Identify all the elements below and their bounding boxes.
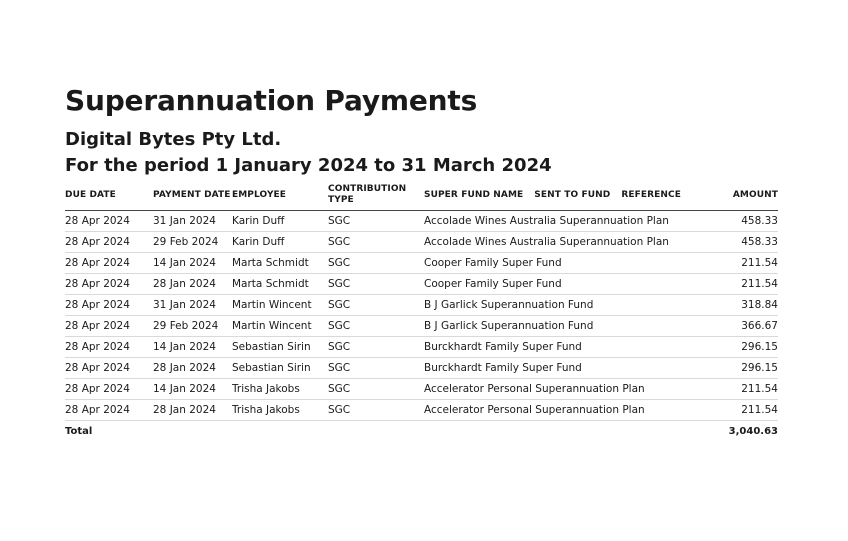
- col-amount: AMOUNT: [724, 182, 778, 211]
- cell-amount: 318.84: [724, 295, 778, 316]
- cell-employee: Marta Schmidt: [232, 274, 328, 295]
- cell-due-date: 28 Apr 2024: [65, 337, 153, 358]
- cell-amount: 211.54: [724, 400, 778, 421]
- cell-employee: Sebastian Sirin: [232, 358, 328, 379]
- cell-super-fund-name: Cooper Family Super Fund: [424, 253, 724, 274]
- cell-super-fund-name: Accelerator Personal Superannuation Plan: [424, 400, 724, 421]
- cell-contribution-type: SGC: [328, 400, 424, 421]
- cell-super-fund-name: Accolade Wines Australia Superannuation Plan: [424, 232, 724, 253]
- col-contribution-type-line2: TYPE: [328, 195, 354, 205]
- cell-employee: Sebastian Sirin: [232, 337, 328, 358]
- cell-payment-date: 31 Jan 2024: [153, 211, 232, 232]
- cell-contribution-type: SGC: [328, 295, 424, 316]
- report-period: For the period 1 January 2024 to 31 March 2024: [65, 155, 552, 176]
- table-row: [65, 400, 778, 421]
- table-row: [65, 211, 778, 232]
- cell-contribution-type: SGC: [328, 316, 424, 337]
- cell-employee: Karin Duff: [232, 232, 328, 253]
- col-employee: EMPLOYEE: [232, 182, 328, 211]
- cell-employee: Marta Schmidt: [232, 253, 328, 274]
- cell-super-fund-name: Accelerator Personal Superannuation Plan: [424, 379, 724, 400]
- col-payment-date: PAYMENT DATE: [153, 182, 232, 211]
- cell-due-date: 28 Apr 2024: [65, 379, 153, 400]
- cell-due-date: 28 Apr 2024: [65, 295, 153, 316]
- col-contribution-type: [328, 182, 424, 211]
- cell-contribution-type: SGC: [328, 274, 424, 295]
- cell-payment-date: 29 Feb 2024: [153, 316, 232, 337]
- cell-payment-date: 28 Jan 2024: [153, 358, 232, 379]
- table-row: [65, 253, 778, 274]
- report: [65, 84, 778, 441]
- cell-super-fund-name: Burckhardt Family Super Fund: [424, 358, 724, 379]
- table-row: [65, 295, 778, 316]
- table-header-row: [65, 182, 778, 211]
- cell-payment-date: 14 Jan 2024: [153, 253, 232, 274]
- table-row: [65, 358, 778, 379]
- cell-payment-date: 28 Jan 2024: [153, 400, 232, 421]
- cell-payment-date: 14 Jan 2024: [153, 379, 232, 400]
- cell-due-date: 28 Apr 2024: [65, 400, 153, 421]
- cell-amount: 211.54: [724, 253, 778, 274]
- cell-due-date: 28 Apr 2024: [65, 274, 153, 295]
- cell-contribution-type: SGC: [328, 379, 424, 400]
- table-row: [65, 379, 778, 400]
- cell-due-date: 28 Apr 2024: [65, 211, 153, 232]
- cell-amount: 458.33: [724, 232, 778, 253]
- cell-payment-date: 29 Feb 2024: [153, 232, 232, 253]
- table-row: [65, 232, 778, 253]
- cell-due-date: 28 Apr 2024: [65, 232, 153, 253]
- payments-table: [65, 182, 778, 441]
- table-row: [65, 274, 778, 295]
- col-fund-group: [424, 182, 724, 211]
- cell-employee: Martin Wincent: [232, 295, 328, 316]
- col-due-date: DUE DATE: [65, 182, 153, 211]
- cell-employee: Trisha Jakobs: [232, 400, 328, 421]
- cell-amount: 211.54: [724, 274, 778, 295]
- col-super-fund-name: SUPER FUND NAME: [424, 189, 524, 200]
- cell-amount: 458.33: [724, 211, 778, 232]
- cell-due-date: 28 Apr 2024: [65, 253, 153, 274]
- col-reference: REFERENCE: [621, 189, 681, 200]
- total-label: Total: [65, 425, 93, 437]
- cell-contribution-type: SGC: [328, 253, 424, 274]
- cell-super-fund-name: B J Garlick Superannuation Fund: [424, 316, 724, 337]
- organisation-name: Digital Bytes Pty Ltd.: [65, 129, 282, 150]
- cell-contribution-type: SGC: [328, 232, 424, 253]
- col-sent-to-fund: SENT TO FUND: [534, 189, 611, 200]
- table-row: [65, 316, 778, 337]
- cell-employee: Martin Wincent: [232, 316, 328, 337]
- cell-amount: 211.54: [724, 379, 778, 400]
- cell-payment-date: 28 Jan 2024: [153, 274, 232, 295]
- cell-super-fund-name: Cooper Family Super Fund: [424, 274, 724, 295]
- cell-employee: Trisha Jakobs: [232, 379, 328, 400]
- cell-due-date: 28 Apr 2024: [65, 358, 153, 379]
- cell-amount: 366.67: [724, 316, 778, 337]
- table-row: [65, 337, 778, 358]
- cell-super-fund-name: B J Garlick Superannuation Fund: [424, 295, 724, 316]
- cell-super-fund-name: Burckhardt Family Super Fund: [424, 337, 724, 358]
- cell-amount: 296.15: [724, 358, 778, 379]
- cell-contribution-type: SGC: [328, 337, 424, 358]
- col-contribution-type-line1: CONTRIBUTION: [328, 184, 407, 194]
- cell-contribution-type: SGC: [328, 211, 424, 232]
- cell-employee: Karin Duff: [232, 211, 328, 232]
- total-amount: 3,040.63: [728, 425, 778, 437]
- cell-contribution-type: SGC: [328, 358, 424, 379]
- report-title: Superannuation Payments: [65, 84, 478, 117]
- cell-amount: 296.15: [724, 337, 778, 358]
- cell-super-fund-name: Accolade Wines Australia Superannuation Plan: [424, 211, 724, 232]
- cell-payment-date: 14 Jan 2024: [153, 337, 232, 358]
- total-row: [65, 421, 778, 442]
- cell-payment-date: 31 Jan 2024: [153, 295, 232, 316]
- cell-due-date: 28 Apr 2024: [65, 316, 153, 337]
